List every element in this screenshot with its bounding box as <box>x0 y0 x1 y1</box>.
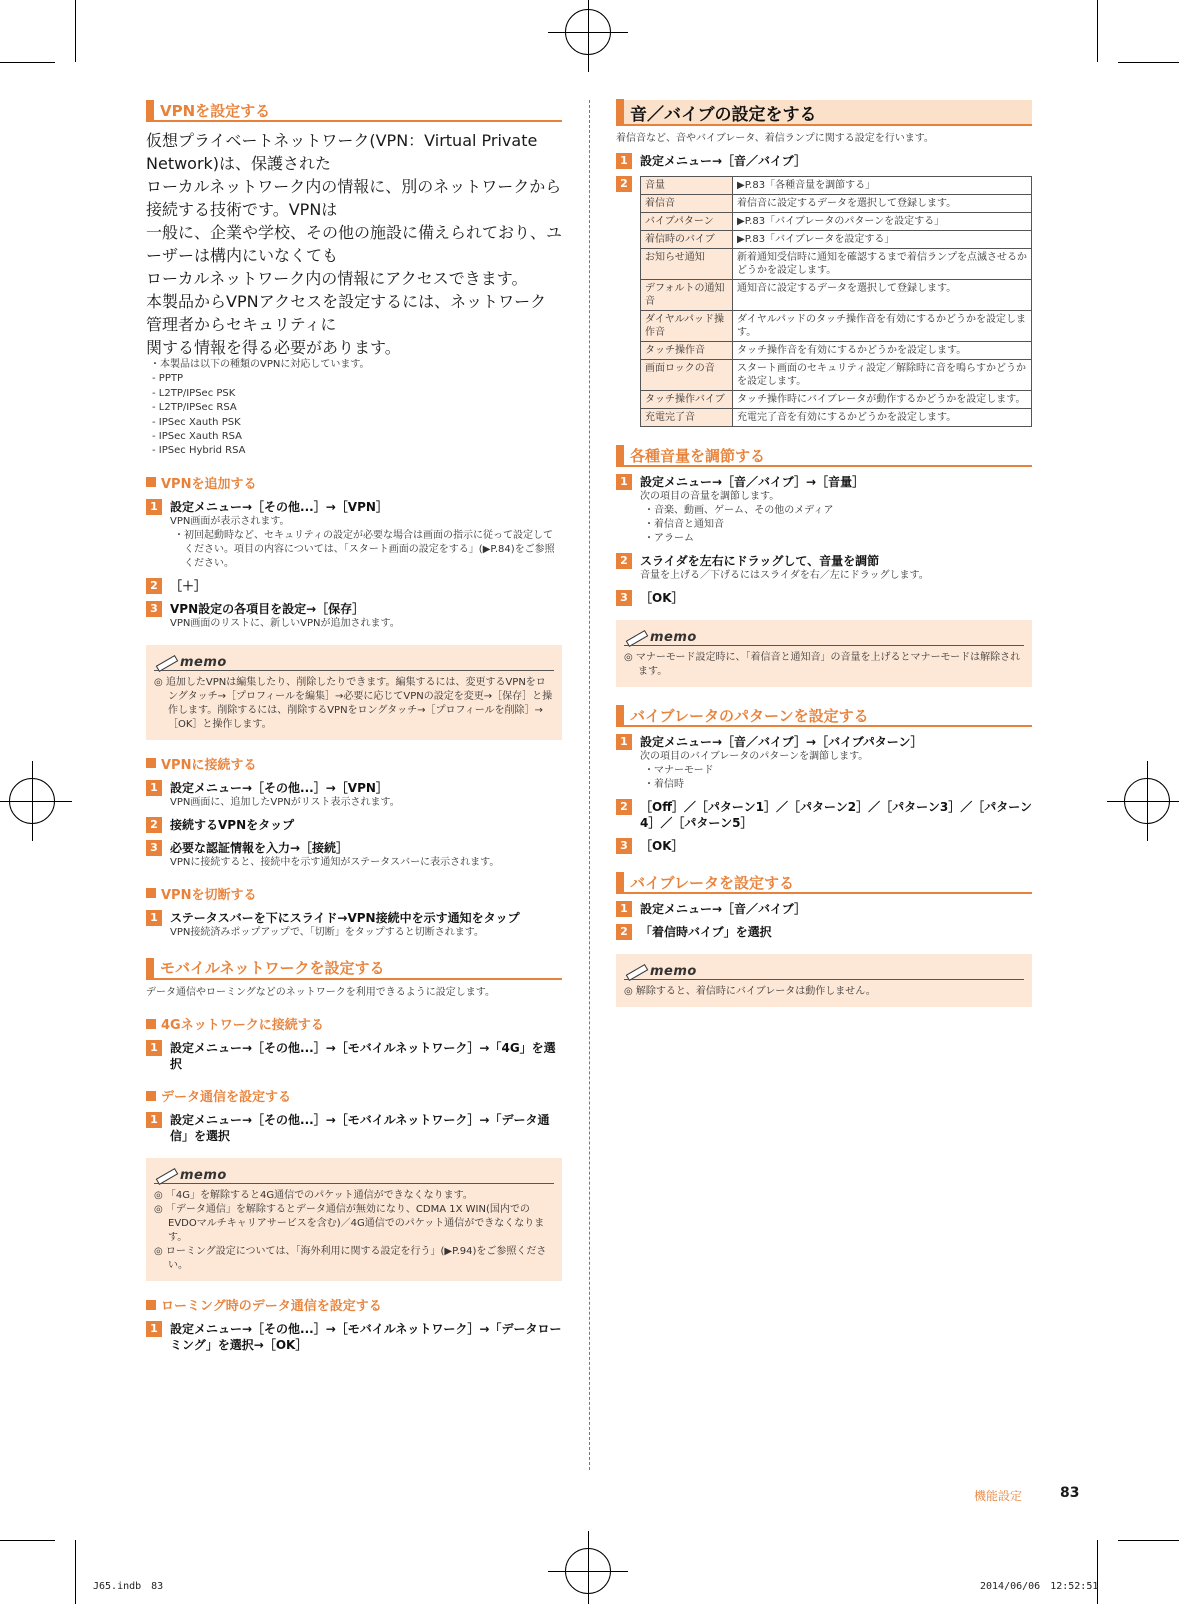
slug-date: 2014/06/06 12:52:51 <box>980 1581 1099 1592</box>
setting-desc: 新着通知受信時に通知を確認するまで着信ランプを点滅させるかどうかを設定します。 <box>733 249 1032 280</box>
step-title: 設定メニュー→［その他...］→［モバイルネットワーク］→「4G」を選択 <box>170 1041 556 1072</box>
step-number: 1 <box>146 780 162 796</box>
step-title: 「着信時バイブ」を選択 <box>640 925 772 940</box>
step-desc: 次の項目の音量を調節します。 <box>640 491 780 503</box>
setting-desc: 通知音に設定するデータを選択して登録します。 <box>733 280 1032 311</box>
step-title: ［OK］ <box>640 839 684 854</box>
step-number: 2 <box>616 799 632 815</box>
table-row <box>641 177 1032 195</box>
setting-name: タッチ操作音 <box>641 342 733 360</box>
subheading-add-vpn: VPNを追加する <box>146 473 562 492</box>
step <box>146 1321 562 1353</box>
slug-file: J65.indb 83 <box>93 1581 164 1592</box>
setting-desc: タッチ操作時にバイブレータが動作するかどうかを設定します。 <box>733 391 1032 409</box>
text-line: 関する情報を得る必要があります。 <box>146 338 401 357</box>
registration-mark-bottom <box>565 1548 611 1594</box>
setting-desc: ▶P.83「バイブレータを設定する」 <box>733 231 1032 249</box>
text-line: - IPSec Xauth PSK <box>152 416 241 428</box>
section-heading-sound: 音／バイブの設定をする <box>616 100 1032 126</box>
text-line: - IPSec Xauth RSA <box>152 431 243 443</box>
table-row <box>641 213 1032 231</box>
sound-settings-table <box>640 176 1032 427</box>
memo-box-3 <box>616 620 1032 687</box>
step-desc: 音量を上げる／下げるにはスライダを右／左にドラッグします。 <box>640 570 929 582</box>
table-row <box>641 409 1032 427</box>
step-title: ［OK］ <box>640 591 684 606</box>
registration-mark-left <box>9 778 55 824</box>
disconnect-vpn-steps <box>146 910 562 940</box>
subheading-data: データ通信を設定する <box>146 1086 562 1105</box>
step <box>616 901 1032 917</box>
step <box>616 734 1032 792</box>
text-line: 仮想プライベートネットワーク(VPN：Virtual Private Network)は、保護された <box>146 131 538 173</box>
left-column <box>146 100 562 1353</box>
step-title: 設定メニュー→［その他...］→［VPN］ <box>170 780 388 795</box>
step-desc: VPN画面のリストに、新しいVPNが追加されます。 <box>170 617 400 629</box>
step-number: 2 <box>146 817 162 833</box>
volume-steps <box>616 474 1032 606</box>
memo-items <box>624 985 1024 999</box>
vpn-intro <box>146 128 562 358</box>
step-bullet: ・音楽、動画、ゲーム、その他のメディア <box>644 505 834 517</box>
setting-name: 充電完了音 <box>641 409 733 427</box>
table-row <box>641 391 1032 409</box>
setting-desc: ▶P.83「バイブレータのパターンを設定する」 <box>733 213 1032 231</box>
step <box>616 924 1032 940</box>
sound-intro: 着信音など、音やバイブレータ、着信ランプに関する設定を行います。 <box>616 133 934 144</box>
step-desc: VPN画面が表示されます。 <box>170 515 290 527</box>
step-number: 3 <box>146 601 162 617</box>
step-bullet: ・初回起動時など、セキュリティの設定が必要な場合は画面の指示に従って設定してください。項目の内容については、「スタート画面の設定をする」(▶P.84)をご参照ください。 <box>174 529 555 569</box>
table-row <box>641 249 1032 280</box>
step-number: 2 <box>616 924 632 940</box>
text-line: ◎ 「4G」を解除すると4G通信でのパケット通信ができなくなります。 <box>154 1190 473 1202</box>
step <box>616 474 1032 546</box>
text-line: - PPTP <box>152 373 183 385</box>
subheading-connect-vpn: VPNに接続する <box>146 754 562 773</box>
step <box>146 1112 562 1144</box>
text-line: ローカルネットワーク内の情報に、別のネットワークから接続する技術です。VPNは <box>146 177 562 219</box>
step-title: 接続するVPNをタップ <box>170 817 295 832</box>
step-title: ステータスバーを下にスライド→VPN接続中を示す通知をタップ <box>170 910 520 925</box>
memo-label: memo <box>180 1168 227 1184</box>
step-title: 設定メニュー→［音／バイブ］→［バイブパターン］ <box>640 735 923 750</box>
setting-desc: ダイヤルパッドのタッチ操作音を有効にするかどうかを設定します。 <box>733 311 1032 342</box>
step-number: 1 <box>616 474 632 490</box>
footer-section: 機能設定 <box>974 1489 1023 1503</box>
step-number: 3 <box>616 590 632 606</box>
step-desc: VPN画面に、追加したVPNがリスト表示されます。 <box>170 796 400 808</box>
step-bullet: ・マナーモード <box>644 765 714 777</box>
setting-name: 着信音 <box>641 195 733 213</box>
step-number: 2 <box>616 553 632 569</box>
setting-desc: 着信音に設定するデータを選択して登録します。 <box>733 195 1032 213</box>
step-title: 設定メニュー→［音／バイブ］ <box>640 154 807 169</box>
step <box>146 601 562 631</box>
table-row <box>641 231 1032 249</box>
page-number: 83 <box>1060 1485 1080 1501</box>
memo-items <box>154 1189 554 1273</box>
step <box>616 590 1032 606</box>
text-line: - IPSec Hybrid RSA <box>152 445 246 457</box>
memo-items <box>624 651 1024 679</box>
step-bullet: ・着信時 <box>644 779 684 791</box>
vibrator-steps <box>616 901 1032 940</box>
step <box>616 153 1032 169</box>
memo-items <box>154 676 554 732</box>
step-number: 1 <box>146 499 162 515</box>
memo-box-4 <box>616 954 1032 1007</box>
memo-box-1 <box>146 645 562 740</box>
table-row <box>641 195 1032 213</box>
section-heading-vpn: VPNを設定する <box>146 100 562 122</box>
step-title: 設定メニュー→［その他...］→［モバイルネットワーク］→「データローミング」を選択→［OK］ <box>170 1322 562 1353</box>
memo-label: memo <box>180 654 227 670</box>
setting-name: バイブパターン <box>641 213 733 231</box>
setting-name: タッチ操作バイブ <box>641 391 733 409</box>
pencil-icon <box>624 629 646 645</box>
vpn-bullet: ・本製品は以下の種類のVPNに対応しています。 <box>150 359 370 370</box>
text-line: - L2TP/IPSec RSA <box>152 402 237 414</box>
right-column <box>616 100 1032 1007</box>
setting-desc: タッチ操作音を有効にするかどうかを設定します。 <box>733 342 1032 360</box>
setting-name: 画面ロックの音 <box>641 360 733 391</box>
setting-name: お知らせ通知 <box>641 249 733 280</box>
section-heading-mobile: モバイルネットワークを設定する <box>146 958 562 980</box>
step-bullet: ・アラーム <box>644 533 694 545</box>
text-line: ◎ ローミング設定については、「海外利用に関する設定を行う」(▶P.94)をご参照ください。 <box>154 1246 547 1272</box>
g4-steps <box>146 1040 562 1072</box>
step-number: 1 <box>146 910 162 926</box>
pattern-steps <box>616 734 1032 854</box>
vpn-type-list <box>146 372 562 458</box>
subheading-4g: 4Gネットワークに接続する <box>146 1014 562 1033</box>
add-vpn-steps <box>146 499 562 631</box>
memo-label: memo <box>650 630 697 646</box>
table-row <box>641 342 1032 360</box>
step <box>616 799 1032 831</box>
section-heading-pattern: バイブレータのパターンを設定する <box>616 705 1032 727</box>
table-row <box>641 360 1032 391</box>
section-heading-volume: 各種音量を調節する <box>616 445 1032 467</box>
step <box>146 1040 562 1072</box>
step-number: 1 <box>616 734 632 750</box>
roam-steps <box>146 1321 562 1353</box>
step-title: 設定メニュー→［その他...］→［VPN］ <box>170 499 388 514</box>
step-title: 必要な認証情報を入力→［接続］ <box>170 840 349 855</box>
subheading-disconnect-vpn: VPNを切断する <box>146 884 562 903</box>
step-number: 1 <box>616 901 632 917</box>
step-number: 1 <box>146 1321 162 1337</box>
step-title: 設定メニュー→［その他...］→［モバイルネットワーク］→「データ通信」を選択 <box>170 1113 550 1144</box>
step-desc: 次の項目のバイブレータのパターンを調節します。 <box>640 751 869 763</box>
text-line: ◎ 解除すると、着信時にバイブレータは動作しません。 <box>624 986 876 998</box>
step-desc: VPNに接続すると、接続中を示す通知がステータスバーに表示されます。 <box>170 856 500 868</box>
text-line: 一般に、企業や学校、その他の施設に備えられており、ユーザーは構内にいなくても <box>146 223 563 265</box>
table-row <box>641 280 1032 311</box>
text-line: - L2TP/IPSec PSK <box>152 387 236 399</box>
step-bullet: ・着信音と通知音 <box>644 519 724 531</box>
step-title: 設定メニュー→［音／バイブ］ <box>640 902 807 917</box>
step-title: VPN設定の各項目を設定→［保存］ <box>170 601 365 616</box>
step <box>616 176 1032 427</box>
pencil-icon <box>154 654 176 670</box>
mobile-intro: データ通信やローミングなどのネットワークを利用できるように設定します。 <box>146 986 495 998</box>
step <box>146 910 562 940</box>
setting-name: ダイヤルパッド操作音 <box>641 311 733 342</box>
setting-desc: スタート画面のセキュリティ設定／解除時に音を鳴らすかどうかを設定します。 <box>733 360 1032 391</box>
registration-mark-right <box>1124 778 1170 824</box>
step <box>146 840 562 870</box>
step-number: 2 <box>616 176 632 192</box>
step-title: 設定メニュー→［音／バイブ］→［音量］ <box>640 475 865 490</box>
connect-vpn-steps <box>146 780 562 870</box>
setting-name: 着信時のバイブ <box>641 231 733 249</box>
pencil-icon <box>624 963 646 979</box>
section-heading-vibrator: バイブレータを設定する <box>616 872 1032 894</box>
setting-desc: ▶P.83「各種音量を調節する」 <box>733 177 1032 195</box>
step-number: 1 <box>146 1112 162 1128</box>
text-line: ◎ 「データ通信」を解除するとデータ通信が無効になり、CDMA 1X WIN(国内でのEVDOマルチキャリアサービスを含む)／4G通信でのパケット通信ができなくなります。 <box>154 1204 545 1244</box>
step <box>146 499 562 571</box>
step <box>616 553 1032 583</box>
setting-name: 音量 <box>641 177 733 195</box>
setting-desc: 充電完了音を有効にするかどうかを設定します。 <box>733 409 1032 427</box>
step <box>146 817 562 833</box>
text-line: ローカルネットワーク内の情報にアクセスできます。 <box>146 269 528 288</box>
step-title: ［Off］／［パターン1］／［パターン2］／［パターン3］／［パターン4］／［パターン5］ <box>640 800 1033 831</box>
text-line: ◎ 追加したVPNは編集したり、削除したりできます。編集するには、変更するVPNをロングタッチ→［プロフィールを編集］→必要に応じてVPNの設定を変更→［保存］と操作します。削除するには、削除するVPNをロングタッチ→［プロフィールを削除］→［OK］と操作します。 <box>154 676 553 730</box>
setting-name: デフォルトの通知音 <box>641 280 733 311</box>
step-title: ［＋］ <box>170 578 207 593</box>
pencil-icon <box>154 1167 176 1183</box>
step-number: 2 <box>146 578 162 594</box>
memo-label: memo <box>650 964 697 980</box>
step-number: 3 <box>146 840 162 856</box>
memo-box-2 <box>146 1158 562 1281</box>
step-title: スライダを左右にドラッグして、音量を調節 <box>640 554 880 569</box>
text-line: 本製品からVPNアクセスを設定するには、ネットワーク管理者からセキュリティに <box>146 292 547 334</box>
step-number: 1 <box>146 1040 162 1056</box>
text-line: ◎ マナーモード設定時に、「着信音と通知音」の音量を上げるとマナーモードは解除されます。 <box>624 652 1021 678</box>
table-row <box>641 311 1032 342</box>
step-number: 3 <box>616 838 632 854</box>
column-divider <box>589 100 590 1470</box>
data-steps <box>146 1112 562 1144</box>
step-number: 1 <box>616 153 632 169</box>
step-desc: VPN接続済みポップアップで、「切断」をタップすると切断されます。 <box>170 926 484 938</box>
step <box>146 780 562 810</box>
subheading-roaming: ローミング時のデータ通信を設定する <box>146 1295 562 1314</box>
step <box>616 838 1032 854</box>
step <box>146 578 562 594</box>
registration-mark-top <box>565 9 611 55</box>
